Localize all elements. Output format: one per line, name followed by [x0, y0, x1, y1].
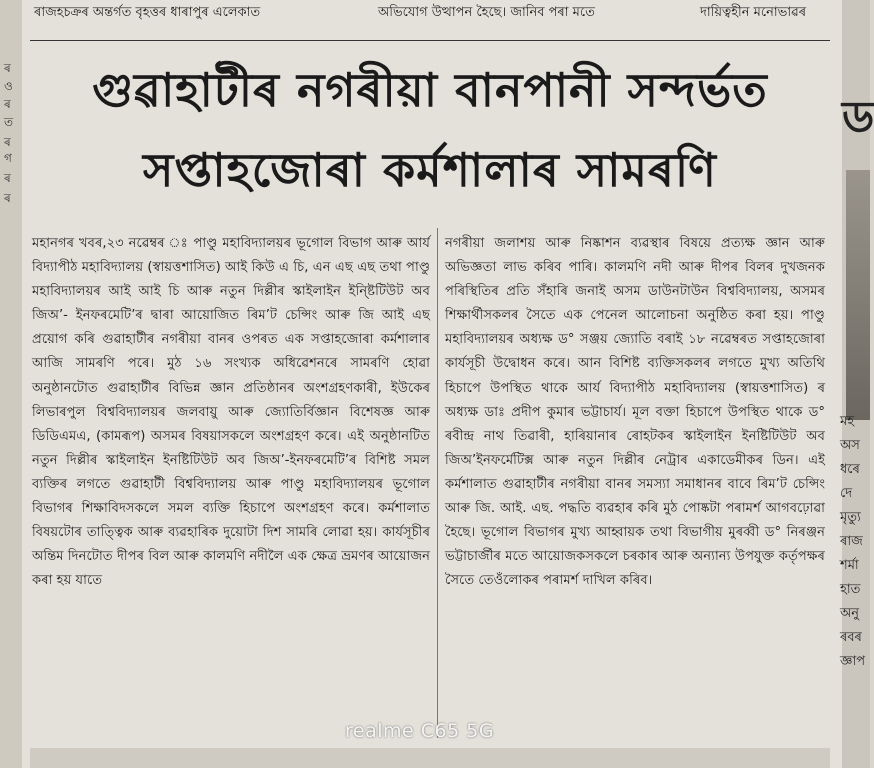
right-edge-word: ৰবৰ: [840, 630, 862, 645]
adjacent-photo: [846, 170, 870, 420]
camera-watermark: realme C65 5G: [345, 720, 495, 742]
left-edge-glyph: ৰ: [4, 61, 11, 75]
right-edge-word: অস: [840, 438, 860, 453]
article-left-column: [32, 232, 430, 593]
right-edge-headline-letter: ড: [842, 92, 874, 143]
top-strip-left: ৰাজহচক্ৰৰ অন্তৰ্গত বৃহত্তৰ ধাৰাপুৰ এলেকাত: [34, 5, 261, 20]
article-body-right: নগৰীয়া জলাশয় আৰু নিষ্কাশন ব্যৱস্থাৰ বিষয়ে প্ৰত্যক্ষ জ্ঞান আৰু অভিজ্ঞতা লাভ কৰিব পাৰি। কালমণি নদী আৰু দীপৰ বিলৰ দুখজনক পৰিস্থিতিৰ প্ৰতি সঁহাৰি জনাই অসম ডাউনটাউন বিশ্ববিদ্যালয়, অসমৰ শিক্ষাৰ্থীসকলৰ সৈতে এক পেনেল আলোচনা অনুষ্ঠিত কৰা হয়। পাণ্ডু মহাবিদ্যালয়ৰ অধ্যক্ষ ড° সঞ্জয় জ্যোতি বৰাই ১৮ নৱেম্বৰত সপ্তাহজোৰা কাৰ্যসূচী উদ্বোধন কৰে। আন বিশিষ্ট ব্যক্তিসকলৰ লগতে মুখ্য অতিথি হিচাপে উপস্থিত থাকে আৰ্য বিদ্যাপীঠ মহাবিদ্যালয় (স্বায়ত্তশাসিত) ৰ অধ্যক্ষ ডাঃ প্ৰদীপ কুমাৰ ভট্টাচাৰ্য। মূল বক্তা হিচাপে উপস্থিত থাকে ড° ৰবীন্দ্ৰ নাথ তিৱাৰী, হাৰিয়ানাৰ ৰোহটকৰ স্কাইলাইন ইনষ্টিটিউট অব জিঅ’ইনফৰ্মেটিক্স আৰু নতুন দিল্লীৰ নেট্ৰাৰ একাডেমীকৰ ডিন। এই কৰ্মশালাত গুৱাহাটীৰ নগৰীয়া বানৰ সমস্যা সমাধানৰ বাবে ৰিম’ট চেন্সিং আৰু জি. আই. এছ. পদ্ধতি ব্যৱহাৰ কৰি মুঠ পোষ্কটা পৰামৰ্শ আগবঢ়োৱা হৈছে। ভূগোল বিভাগৰ মুখ্য আহ্বায়ক তথা বিভাগীয় মুৰব্বী ড° নিৰঞ্জন ভট্টাচাৰ্জীৰ মতে আয়োজকসকলে চৰকাৰ আৰু অন্যান্য উপযুক্ত কৰ্তৃপক্ষৰ সৈতে তেওঁলোকৰ পৰামৰ্শ দাখিল কৰিব।: [445, 236, 825, 589]
headline-line-2: সপ্তাহজোৰা কৰ্মশালাৰ সামৰণি: [143, 143, 717, 197]
left-edge-glyph: গ: [4, 151, 12, 165]
left-edge-glyph: ৰ: [4, 191, 11, 205]
right-edge-word: দে: [840, 486, 853, 501]
page-bottom-fold: [30, 748, 830, 768]
right-edge-word: জ্ঞাপ: [840, 654, 866, 669]
left-edge-glyph: ৰ: [4, 135, 11, 149]
right-edge-word: অনু: [840, 606, 860, 621]
top-rule: [30, 40, 830, 41]
left-edge-glyph: ত: [4, 115, 14, 129]
top-strip-right: দায়িত্বহীন মনোভাৱৰ: [700, 5, 807, 20]
right-edge-word: মহ: [840, 414, 855, 429]
left-edge-glyph: ৰ: [4, 97, 11, 111]
headline-line-1: গুৱাহাটীৰ নগৰীয়া বানপানী সন্দৰ্ভত: [92, 63, 768, 117]
left-edge-strip: [0, 0, 22, 768]
top-strip-middle: অভিযোগ উত্থাপন হৈছে। জানিব পৰা মতে: [378, 5, 595, 20]
article-right-column: [445, 232, 825, 593]
right-edge-word: ধৰে: [840, 462, 860, 477]
left-edge-glyph: ৰ: [4, 171, 11, 185]
right-edge-word: ৰাজ: [840, 534, 863, 549]
left-edge-glyph: ও: [4, 79, 13, 93]
column-separator: [437, 228, 438, 738]
right-edge-column: [840, 410, 870, 674]
right-edge-word: মৃত্যু: [840, 510, 861, 525]
right-edge-word: হাত: [840, 582, 861, 597]
article-body-left: মহানগৰ খবৰ,২৩ নৱেম্বৰ ঃ পাণ্ডু মহাবিদ্যালয়ৰ ভূগোল বিভাগ আৰু আৰ্য বিদ্যাপীঠ মহাবিদ্যালয় (স্বায়ত্তশাসিত) আই কিউ এ চি, এন এছ এছ তথা পাণ্ডু মহাবিদ্যালয়ৰ আই আই চি আৰু নতুন দিল্লীৰ স্কাইলাইন ইন্ষ্টিটিউট অব জিঅ’- ইনফৰমেটি’ৰ দ্বাৰা আয়োজিত ৰিম’ট চেন্সিং আৰু জি আই এছ প্ৰয়োগ কৰি গুৱাহাটীৰ নগৰীয়া বানৰ ওপৰত এক সপ্তাহজোৰা কৰ্মশালাৰ আজি সামৰণি পৰে। মুঠ ১৬ সংখ্যক অধিৱেশনৰে সামৰণি হোৱা অনুষ্ঠানটোত গুৱাহাটীৰ বিভিন্ন জ্ঞান প্ৰতিষ্ঠানৰ অংশগ্ৰহণকাৰী, ইউকেৰ লিভাৰপুল বিশ্ববিদ্যালয়ৰ জলবায়ু আৰু জ্যোতিৰ্বিজ্ঞান বিশেষজ্ঞ আৰু ডিডিএমএ, (কামৰূপ) অসমৰ বিষয়াসকলে অংশগ্ৰহণ কৰে। এই অনুষ্ঠানটিত নতুন দিল্লীৰ স্কাইলাইন ইনষ্টিটিউট অব জিঅ’-ইনফৰমেটি’ৰ বিশিষ্ট সমল ব্যক্তিৰ লগতে গুৱাহাটী বিশ্ববিদ্যালয় আৰু পাণ্ডু মহাবিদ্যালয়ৰ ভূগোল বিভাগৰ শিক্ষাবিদসকলে সমল ব্যক্তি হিচাপে অংশগ্ৰহণ কৰে। কৰ্মশালাত বিষয়টোৰ তাত্ত্বিক আৰু ব্যৱহাৰিক দুয়োটা দিশ সামৰি লোৱা হয়। কাৰ্যসূচীৰ অন্তিম দিনটোত দীপৰ বিল আৰু কালমণি নদীলৈ এক ক্ষেত্ৰ ভ্ৰমণৰ আয়োজন কৰা হয় যাতে: [32, 236, 430, 589]
right-edge-word: শৰ্মা: [840, 558, 859, 573]
